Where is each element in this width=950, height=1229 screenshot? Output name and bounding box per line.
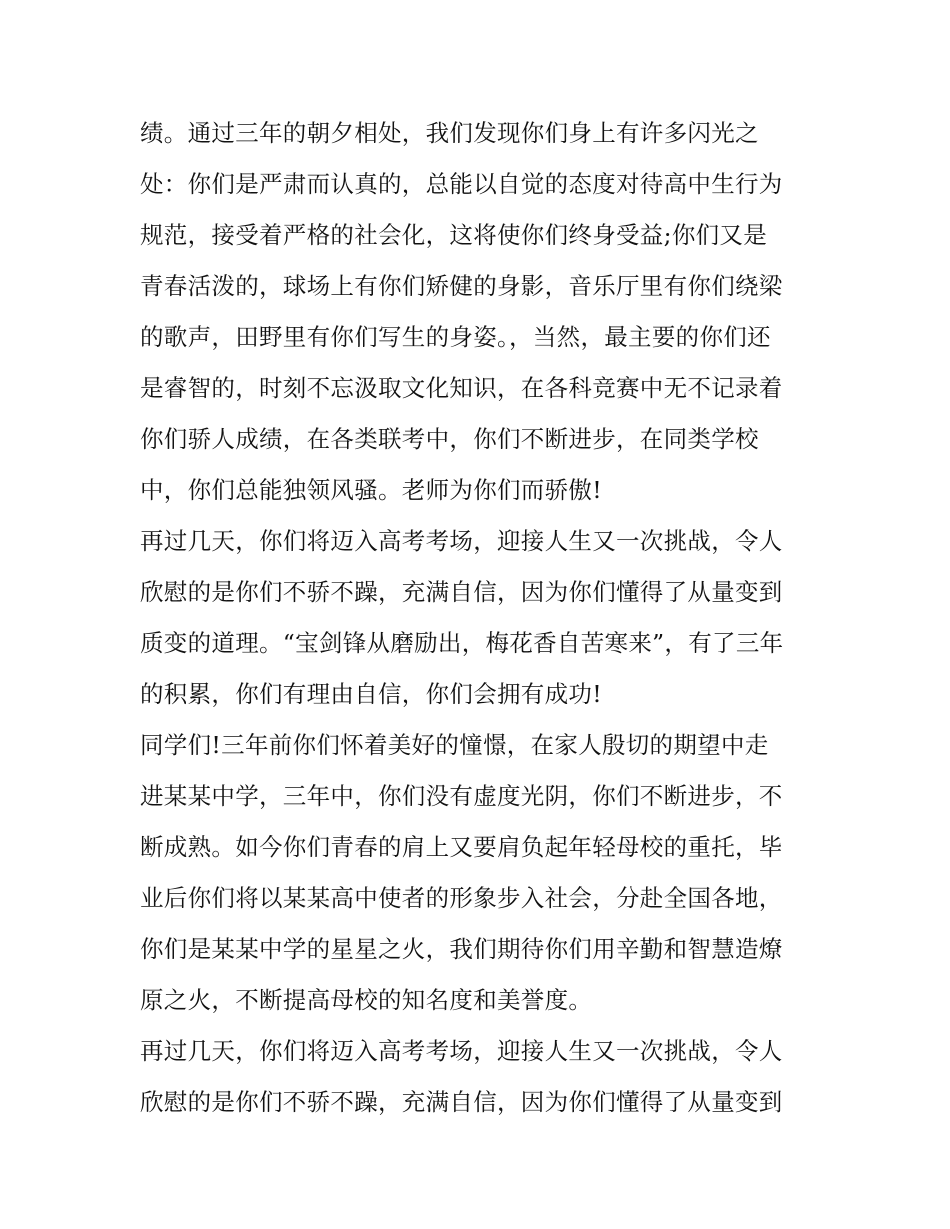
text-line: 质变的道理。“宝剑锋从磨励出，梅花香自苦寒来”，有了三年 <box>140 629 784 657</box>
text-line: 是睿智的，时刻不忘汲取文化知识，在各科竞赛中无不记录着 <box>140 374 783 402</box>
text-line: 原之火，不断提高母校的知名度和美誉度。 <box>140 986 593 1014</box>
text-line: 绩。通过三年的朝夕相处，我们发现你们身上有许多闪光之 <box>140 119 759 147</box>
text-line: 规范，接受着严格的社会化，这将使你们终身受益;你们又是 <box>140 221 768 249</box>
text-line: 欣慰的是你们不骄不躁，充满自信，因为你们懂得了从量变到 <box>140 578 783 606</box>
text-line: 同学们!三年前你们怀着美好的憧憬，在家人殷切的期望中走 <box>140 731 769 759</box>
text-line: 处：你们是严肃而认真的，总能以自觉的态度对待高中生行为 <box>140 170 783 198</box>
text-line: 再过几天，你们将迈入高考考场，迎接人生又一次挑战，令人 <box>140 1037 783 1065</box>
text-line: 欣慰的是你们不骄不躁，充满自信，因为你们懂得了从量变到 <box>140 1088 783 1116</box>
text-line: 再过几天，你们将迈入高考考场，迎接人生又一次挑战，令人 <box>140 527 783 555</box>
text-line: 业后你们将以某某高中使者的形象步入社会，分赴全国各地， <box>140 884 783 912</box>
text-line: 的积累，你们有理由自信，你们会拥有成功! <box>140 680 602 708</box>
text-line: 的歌声，田野里有你们写生的身姿。，当然，最主要的你们还 <box>140 323 771 351</box>
text-line: 你们骄人成绩，在各类联考中，你们不断进步，在同类学校 <box>140 425 759 453</box>
text-line: 青春活泼的，球场上有你们矫健的身影，音乐厅里有你们绕梁 <box>140 272 783 300</box>
document-body <box>140 108 820 1128</box>
text-line: 你们是某某中学的星星之火，我们期待你们用辛勤和智慧造燎 <box>140 935 783 963</box>
text-line: 进某某中学，三年中，你们没有虚度光阴，你们不断进步，不 <box>140 782 783 810</box>
text-line: 中，你们总能独领风骚。老师为你们而骄傲! <box>140 476 602 504</box>
text-line: 断成熟。如今你们青春的肩上又要肩负起年轻母校的重托，毕 <box>140 833 783 861</box>
